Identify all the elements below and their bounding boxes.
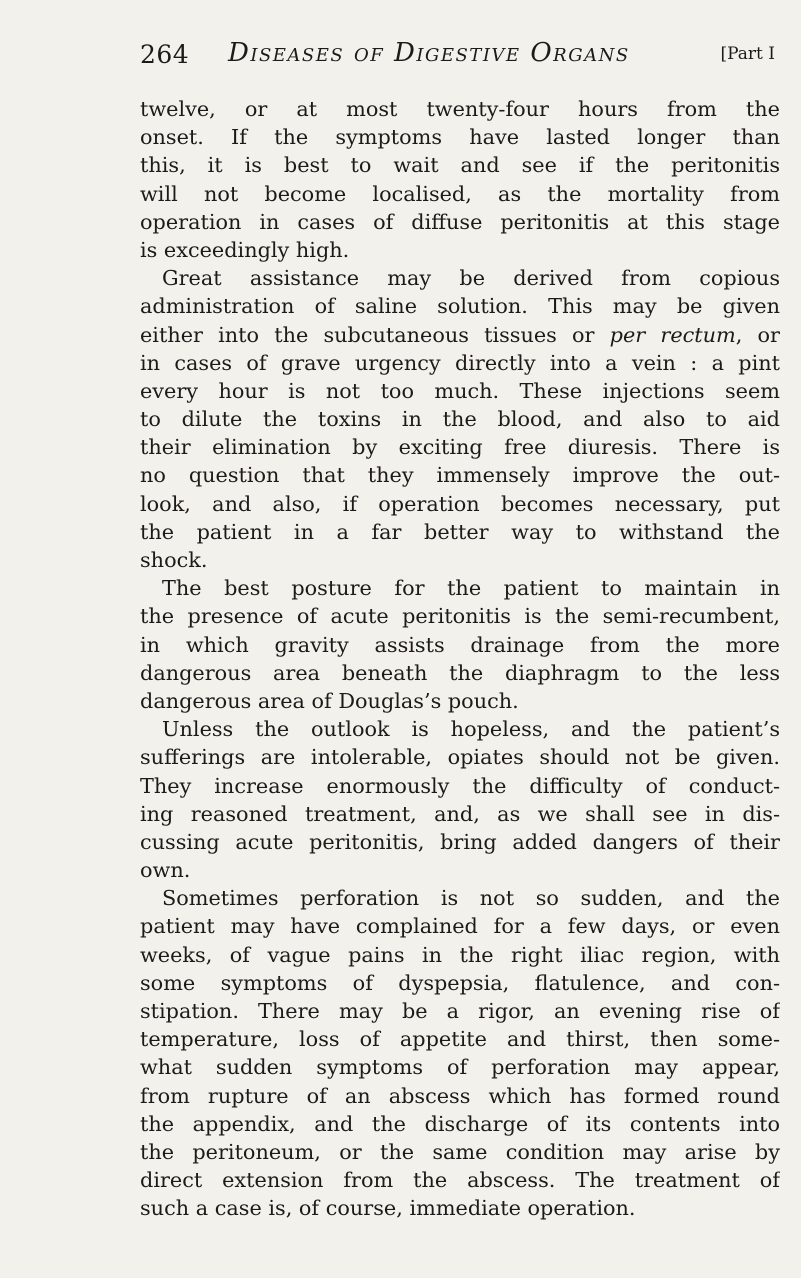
body-text [140, 95, 780, 1223]
running-title: Diseases of Digestive Organs [228, 38, 630, 68]
text-line: stipation. There may be a rigor, an evening rise of [140, 999, 780, 1023]
text-line: onset. If the symptoms have lasted longer than [140, 125, 780, 150]
text-line: administration of saline solution. This may be given [140, 294, 780, 319]
text-line: direct extension from the abscess. The treatment of [140, 1168, 780, 1193]
page-header [140, 38, 780, 74]
paragraph-3 [140, 574, 780, 715]
italic-phrase: per rectum [609, 322, 736, 347]
text-line: from rupture of an abscess which has formed round [140, 1083, 780, 1108]
text-line: dangerous area beneath the diaphragm to the less [140, 660, 780, 685]
text-line: every hour is not too much. These injections seem [140, 378, 780, 403]
text-line: temperature, loss of appetite and thirst, then some- [140, 1027, 780, 1052]
text-line: sufferings are intolerable, opiates should not be given. [140, 745, 780, 770]
text-line: operation in cases of diffuse peritonitis at this stage [140, 209, 780, 234]
text-line: such a case is, of course, immediate operation. [140, 1196, 636, 1221]
text-line: some symptoms of dyspepsia, flatulence, and con- [140, 970, 780, 995]
text-line: their elimination by exciting free diuresis. There is [140, 435, 780, 460]
text-line: in which gravity assists drainage from the more [140, 632, 780, 657]
text-line: no question that they immensely improve the out- [140, 463, 780, 488]
text-line: shock. [140, 548, 208, 572]
text-line: The best posture for the patient to maintain in [162, 576, 780, 601]
text-line: what sudden symptoms of perforation may appear, [140, 1055, 780, 1080]
text-line: own. [140, 858, 191, 883]
paragraph-5 [140, 884, 780, 1222]
text-line: to dilute the toxins in the blood, and also to aid [140, 407, 780, 432]
text-line: will not become localised, as the mortality from [140, 181, 780, 206]
text-line: is exceedingly high. [140, 237, 350, 262]
text-segment: , or [735, 322, 780, 347]
text-line: the appendix, and the discharge of its contents into [140, 1111, 780, 1136]
paragraph-1 [140, 95, 780, 264]
text-line: the presence of acute peritonitis is the semi-recumbent, [140, 604, 780, 629]
page-number: 264 [140, 40, 190, 69]
text-line: this, it is best to wait and see if the peritonitis [140, 153, 780, 178]
text-line: the patient in a far better way to withstand the [140, 519, 780, 544]
text-line: the peritoneum, or the same condition may arise by [140, 1139, 780, 1164]
text-line: ing reasoned treatment, and, as we shall see in dis- [140, 801, 780, 826]
part-label: [Part I [720, 44, 775, 64]
paragraph-4 [140, 715, 780, 884]
text-line: patient may have complained for a few days, or even [140, 914, 780, 939]
paragraph-2 [140, 264, 780, 574]
text-line: Unless the outlook is hopeless, and the patient’s [162, 717, 780, 742]
text-line: in cases of grave urgency directly into a vein : a pint [140, 350, 780, 375]
text-line: Great assistance may be derived from copious [162, 266, 780, 291]
text-line: look, and also, if operation becomes necessary, put [140, 491, 780, 516]
text-segment: either into the subcutaneous tissues or [140, 322, 610, 347]
text-line: They increase enormously the difficulty of conduct- [140, 773, 780, 798]
text-line: cussing acute peritonitis, bring added dangers of their [140, 829, 780, 854]
text-line: weeks, of vague pains in the right iliac region, with [140, 942, 780, 967]
text-line: twelve, or at most twenty-four hours from the [140, 97, 780, 121]
text-line: Sometimes perforation is not so sudden, and the [162, 886, 780, 911]
text-line: dangerous area of Douglas’s pouch. [140, 688, 519, 713]
text-line-with-italic [140, 321, 780, 349]
